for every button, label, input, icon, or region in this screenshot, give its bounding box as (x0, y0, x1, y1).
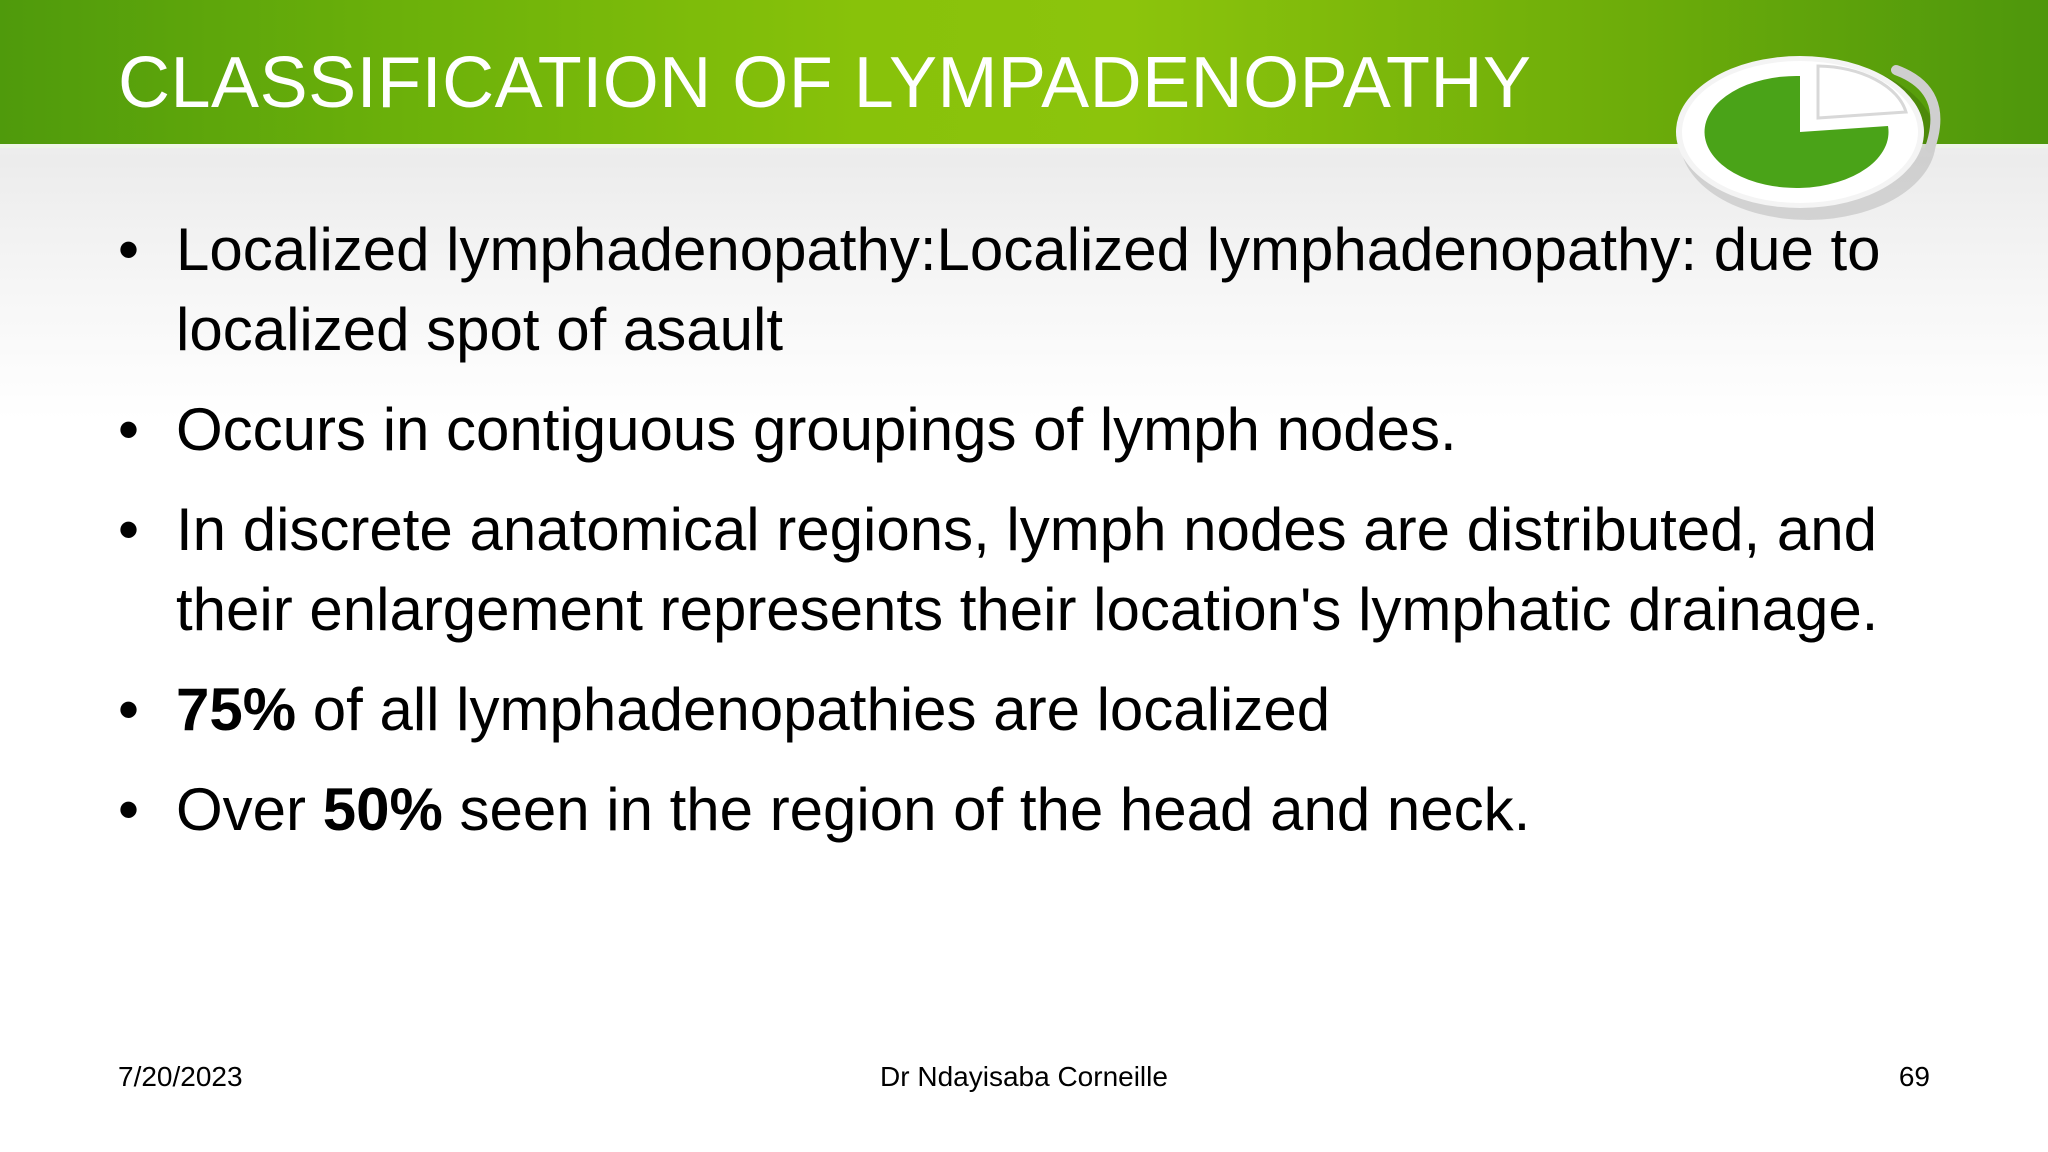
bullet-emphasis: 75% (176, 676, 297, 743)
bullet-text: Localized lymphadenopathy:Localized lymphadenopathy: due to localized spot of asault (176, 216, 1881, 363)
bullet-item (118, 670, 1938, 750)
bullet-text: In discrete anatomical regions, lymph nodes are distributed, and their enlargement represents their location's lymphatic drainage. (176, 496, 1879, 643)
slide-title: CLASSIFICATION OF LYMPADENOPATHY (118, 43, 1532, 123)
bullet-marker: • (118, 496, 140, 563)
bullet-marker: • (118, 216, 140, 283)
bullet-marker: • (118, 396, 140, 463)
bullet-text: Occurs in contiguous groupings of lymph nodes. (176, 396, 1457, 463)
bullet-list (118, 210, 1938, 870)
green-pie-chart-logo-icon (1660, 30, 1980, 230)
bullet-item (118, 490, 1938, 650)
bullet-item (118, 210, 1938, 370)
bullet-text: of all lymphadenopathies are localized (296, 676, 1331, 743)
footer-date: 7/20/2023 (118, 1061, 243, 1092)
footer-author: Dr Ndayisaba Corneille (880, 1061, 1168, 1092)
bullet-emphasis: 50% (322, 776, 443, 843)
bullet-marker: • (118, 676, 140, 743)
bullet-text: seen in the region of the head and neck. (442, 776, 1531, 843)
bullet-marker: • (118, 776, 140, 843)
bullet-text-prefix: Over (176, 776, 323, 843)
footer-page-number: 69 (1898, 1061, 1930, 1092)
bullet-item (118, 390, 1938, 470)
bullet-item (118, 770, 1938, 850)
